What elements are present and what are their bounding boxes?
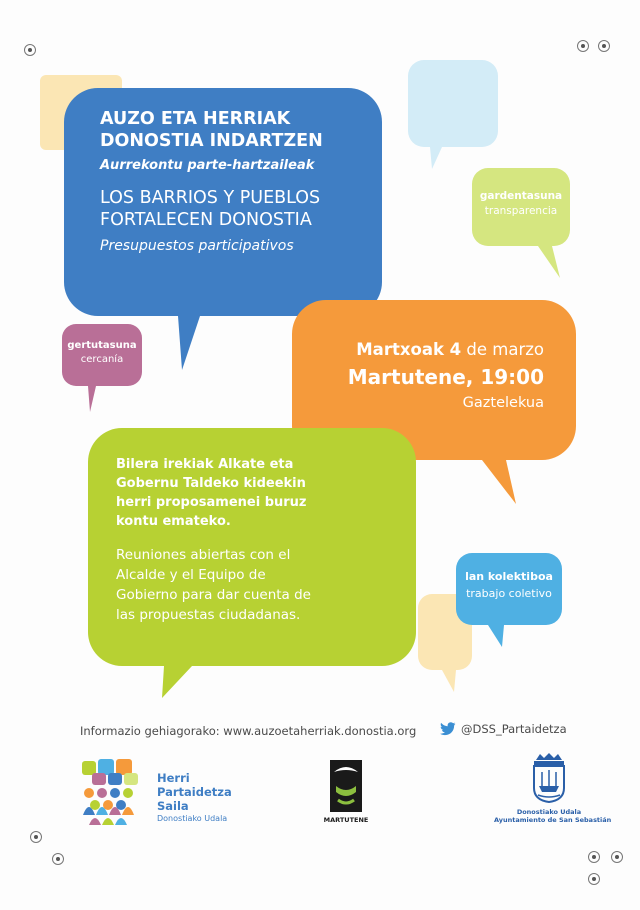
footer-info[interactable]: Informazio gehiagorako: www.auzoetaherriak.donostia.org bbox=[80, 724, 417, 738]
info-eu-line: herri proposamenei buruz bbox=[116, 495, 307, 510]
herri-sub: Donostiako Udala bbox=[157, 814, 228, 823]
city-line1: Donostiako Udala bbox=[516, 808, 582, 816]
subtitle-es: Presupuestos participativos bbox=[100, 238, 294, 254]
subtitle-eu: Aurrekontu parte-hartzaileak bbox=[100, 158, 315, 173]
info-eu-line: kontu emateko. bbox=[116, 514, 231, 529]
herri-line2: Partaidetza bbox=[157, 785, 232, 799]
event-place-time: Martutene, 19:00 bbox=[347, 365, 544, 389]
herri-partaidetza-logo bbox=[80, 757, 260, 827]
martutene-emblem bbox=[328, 758, 364, 814]
event-venue: Gaztelekua bbox=[462, 395, 544, 411]
people-bubbles-icon bbox=[80, 757, 144, 827]
event-date-eu: Martxoak 4 bbox=[356, 340, 462, 359]
transparency-es: transparencia bbox=[484, 205, 558, 217]
teamwork-bubble bbox=[456, 570, 562, 600]
title-es-line1: LOS BARRIOS Y PUEBLOS bbox=[100, 188, 321, 208]
title-eu-line2: DONOSTIA INDARTZEN bbox=[100, 131, 323, 151]
martutene-logo bbox=[320, 758, 370, 826]
city-shield-icon bbox=[530, 752, 568, 804]
info-eu-line: Gobernu Taldeko kideekin bbox=[116, 476, 306, 491]
transparency-eu: gardentasuna bbox=[479, 190, 563, 202]
info-eu-line: Bilera irekiak Alkate eta bbox=[116, 457, 294, 472]
info-es-line: Gobierno para dar cuenta de bbox=[116, 587, 311, 603]
title-eu-line1: AUZO ETA HERRIAK bbox=[100, 109, 291, 129]
title-es-line2: FORTALECEN DONOSTIA bbox=[100, 210, 312, 230]
twitter-bird-icon bbox=[440, 722, 456, 736]
city-line2: Ayuntamiento de San Sebastián bbox=[494, 816, 612, 824]
info-es-line: Alcalde y el Equipo de bbox=[116, 567, 266, 583]
teamwork-es: trabajo coletivo bbox=[466, 587, 552, 600]
proximity-es: cercanía bbox=[80, 354, 124, 365]
proximity-eu: gertutasuna bbox=[67, 340, 137, 351]
twitter-handle[interactable] bbox=[440, 722, 567, 736]
city-council-logo bbox=[494, 752, 612, 832]
info-es-line: Reuniones abiertas con el bbox=[116, 547, 291, 563]
event-date-es: de marzo bbox=[461, 340, 544, 359]
teamwork-eu: lan kolektiboa bbox=[465, 570, 553, 583]
martutene-label: MARTUTENE bbox=[323, 816, 369, 824]
info-es-line: las propuestas ciudadanas. bbox=[116, 607, 301, 623]
herri-line1: Herri bbox=[157, 771, 190, 785]
twitter-handle-text: @DSS_Partaidetza bbox=[461, 722, 567, 736]
herri-line3: Saila bbox=[157, 799, 189, 813]
